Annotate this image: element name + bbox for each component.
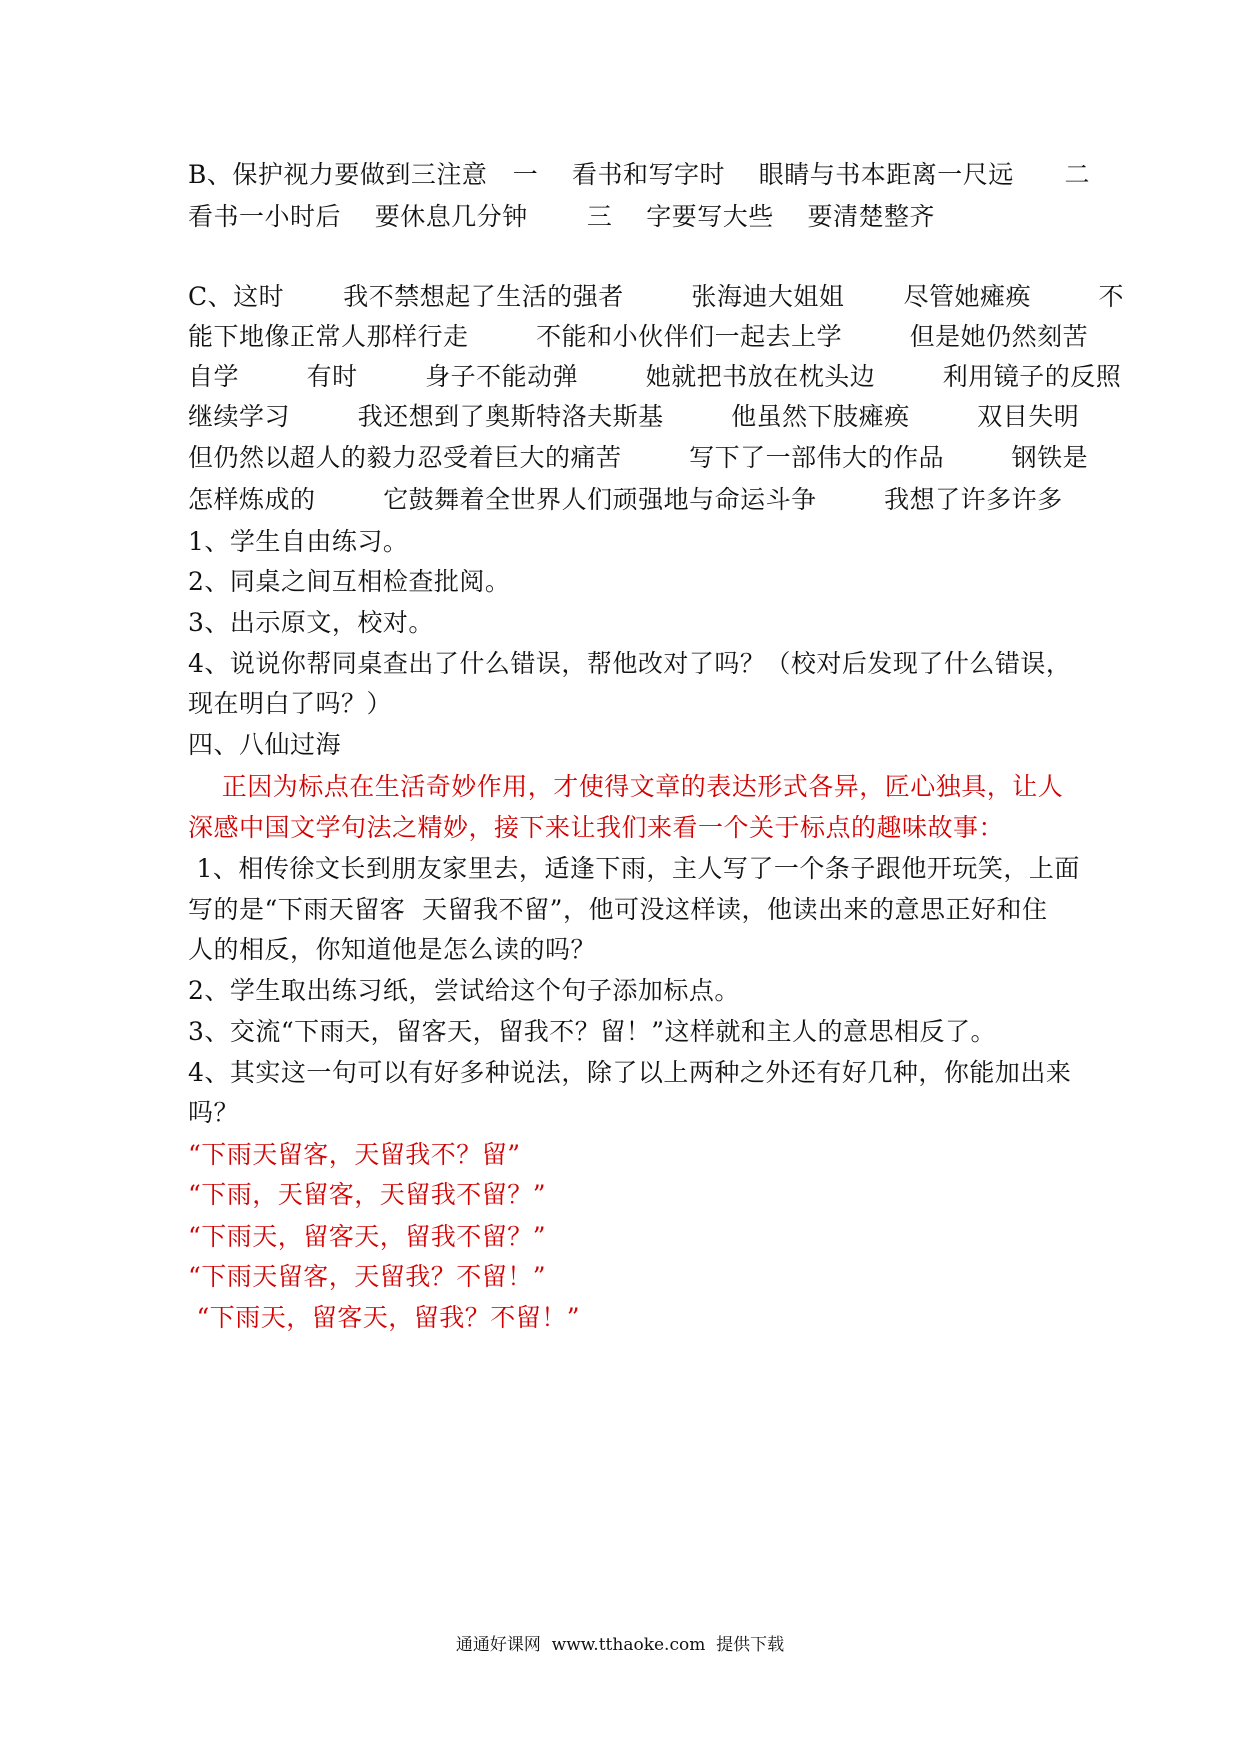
section-c-line-1: C、这时 我不禁想起了生活的强者 张海迪大姐姐 尽管她瘫痪 不 bbox=[188, 282, 1125, 311]
section-four-intro-line-1: 正因为标点在生活奇妙作用，才使得文章的表达形式各异，匠心独具，让人 bbox=[188, 772, 1064, 801]
section-c-line-4: 继续学习 我还想到了奥斯特洛夫斯基 他虽然下肢瘫痪 双目失明 bbox=[188, 402, 1080, 431]
story-paragraph-line-1: 1、相传徐文长到朋友家里去，适逢下雨，主人写了一个条子跟他开玩笑，上面 bbox=[188, 854, 1080, 883]
answer-item: “下雨，天留客，天留我不留？” bbox=[188, 1180, 547, 1209]
story-step-2: 2、学生取出练习纸，尝试给这个句子添加标点。 bbox=[188, 976, 740, 1005]
story-paragraph-line-2: 写的是“下雨天留客 天留我不留”，他可没这样读，他读出来的意思正好和住 bbox=[188, 895, 1048, 924]
section-b-line-1: B、保护视力要做到三注意 一 看书和写字时 眼睛与书本距离一尺远 二 bbox=[188, 160, 1090, 189]
section-c-line-3: 自学 有时 身子不能动弹 她就把书放在枕头边 利用镜子的反照 bbox=[188, 362, 1122, 391]
section-c-line-2: 能下地像正常人那样行走 不能和小伙伴们一起去上学 但是她仍然刻苦 bbox=[188, 322, 1089, 351]
story-paragraph-line-3: 人的相反，你知道他是怎么读的吗？ bbox=[188, 935, 597, 964]
step-4-line-2: 现在明白了吗？） bbox=[188, 689, 393, 718]
section-four-intro-line-2: 深感中国文学句法之精妙，接下来让我们来看一个关于标点的趣味故事： bbox=[188, 813, 1005, 842]
section-four-heading: 四、八仙过海 bbox=[188, 730, 342, 759]
step-3: 3、出示原文，校对。 bbox=[188, 608, 434, 637]
story-step-3: 3、交流“下雨天，留客天，留我不？留！”这样就和主人的意思相反了。 bbox=[188, 1017, 996, 1046]
section-b-line-2: 看书一小时后 要休息几分钟 三 字要写大些 要清楚整齐 bbox=[188, 202, 935, 231]
section-c-line-6: 怎样炼成的 它鼓舞着全世界人们顽强地与命运斗争 我想了许多许多 bbox=[188, 485, 1063, 514]
step-2: 2、同桌之间互相检查批阅。 bbox=[188, 567, 511, 596]
answer-item: “下雨天留客，天留我？不留！” bbox=[188, 1262, 547, 1291]
story-step-4-line-1: 4、其实这一句可以有好多种说法，除了以上两种之外还有好几种，你能加出来 bbox=[188, 1058, 1072, 1087]
step-1: 1、学生自由练习。 bbox=[188, 527, 409, 556]
section-c-line-5: 但仍然以超人的毅力忍受着巨大的痛苦 写下了一部伟大的作品 钢铁是 bbox=[188, 443, 1089, 472]
answer-item: “下雨天，留客天，留我不留？” bbox=[188, 1222, 547, 1251]
step-4-line-1: 4、说说你帮同桌查出了什么错误，帮他改对了吗？（校对后发现了什么错误， bbox=[188, 649, 1072, 678]
answer-item: “下雨天，留客天，留我？不留！” bbox=[188, 1303, 581, 1332]
story-step-4-line-2: 吗？ bbox=[188, 1098, 240, 1127]
answer-item: “下雨天留客，天留我不？留” bbox=[188, 1140, 521, 1169]
page-footer: 通通好课网 www.tthaoke.com 提供下载 bbox=[455, 1635, 785, 1655]
